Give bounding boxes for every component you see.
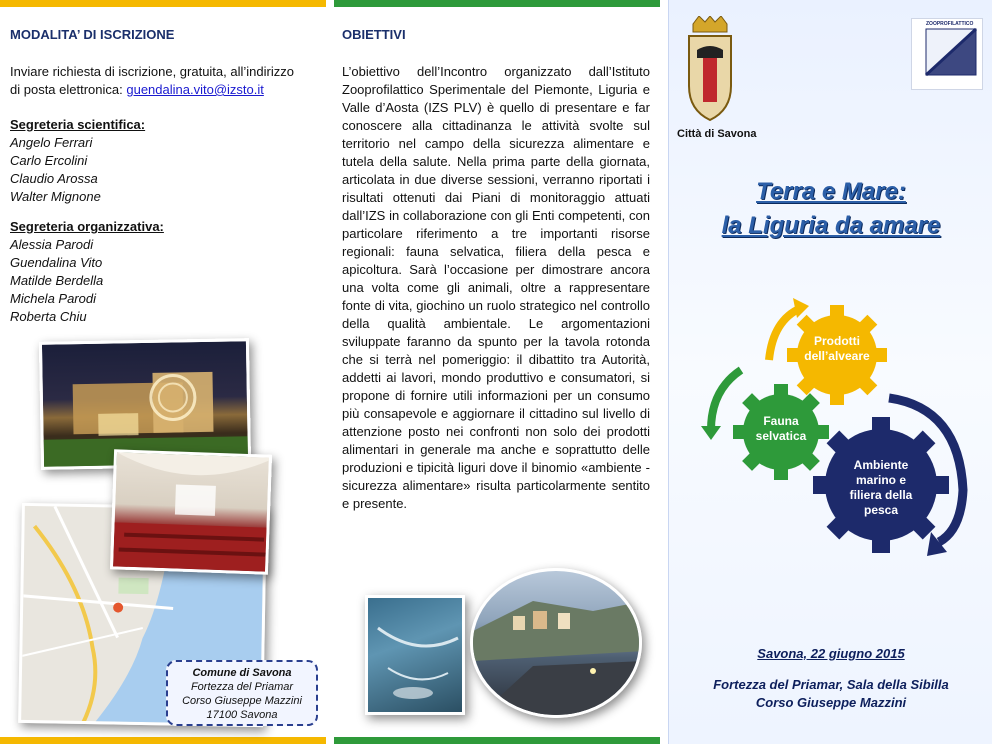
- registration-line2: [10, 81, 325, 99]
- middle-panel: [330, 0, 660, 744]
- scientific-secretariat-list: [10, 134, 101, 206]
- list-item: Guendalina Vito: [10, 255, 103, 270]
- list-item: Alessia Parodi: [10, 237, 94, 252]
- green-arrow: [711, 370, 741, 430]
- list-item: Angelo Ferrari: [10, 135, 93, 150]
- coast-illustration: [473, 571, 642, 718]
- event-date: Savona, 22 giugno 2015: [757, 646, 905, 661]
- crest-icon: [683, 16, 737, 122]
- objectives-paragraph: L’obiettivo dell’Incontro organizzato dall’Istituto Zooprofilattico Sperimentale del Piemonte, Liguria e Valle d’Aosta (IZS PLV) è quello di presentare e far conoscere alla cittadinanza le attività svolte sul territorio nel campo della sicurezza alimentare e tutela della salute. Nella prima parte della giornata, articolata in due diverse sessioni, verranno riportati i risultati ottenuti dai Piani di monitoraggio attuati dall’IZS in collaborazione con gli Enti competenti, con particolare riferimento a tre importanti risorse regionali: fauna selvatica, filiera della pesca e apicoltura. Sarà l’occasione per dimostrare ancora una volta come gli animali, oltre a rappresentare fonte di vita, giochino un ruolo strategico nel controllo della qualità ambientale. Le argomentazioni sviluppate faranno da spunto per la tavola rotonda che si terrà nel pomeriggio: il dibattito tra Autorità, addetti ai lavori, mondo produttivo e consumatori, si propone di fornire utili informazioni per un consumo più consapevole e aggiornare il cittadino sul livello di attenzione posto nei confronti non solo dei prodotti alimentari in generale ma anche e soprattutto delle produzioni e tipicità liguri dove il binomio «ambiente - sicurezza alimentare» risulta particolarmente sentito e presente.: [342, 64, 650, 511]
- gear-label-wildlife: Fauna selvatica: [755, 414, 807, 443]
- event-title-line2: la Liguria da amare: [721, 212, 941, 239]
- fishing-illustration: [368, 598, 465, 715]
- izs-logo: [911, 18, 983, 90]
- gear-label-marine: Ambiente marino e filiera della pesca: [849, 458, 913, 517]
- izs-logo-text: ZOOPROFILATTICO: [926, 21, 974, 27]
- izs-logo-icon: [912, 19, 984, 91]
- list-item: Michela Parodi: [10, 291, 96, 306]
- registration-heading: MODALITA’ DI ISCRIZIONE: [10, 27, 175, 42]
- organizing-secretariat-title: Segreteria organizzativa:: [10, 219, 164, 234]
- list-item: Roberta Chiu: [10, 309, 87, 324]
- list-item: Claudio Arossa: [10, 171, 98, 186]
- address-name: Comune di Savona: [192, 667, 292, 679]
- address-line3: 17100 Savona: [206, 709, 278, 721]
- objectives-heading: OBIETTIVI: [342, 27, 406, 42]
- right-panel: [668, 0, 992, 744]
- registration-line2-prefix: di posta elettronica:: [10, 82, 127, 97]
- left-panel: [0, 0, 330, 744]
- registration-text: [10, 63, 325, 99]
- hall-illustration: [113, 452, 272, 574]
- fishing-photo: [365, 595, 465, 715]
- email-link[interactable]: guendalina.vito@izsto.it: [126, 82, 264, 97]
- address-line2: Corso Giuseppe Mazzini: [182, 695, 302, 707]
- list-item: Matilde Berdella: [10, 273, 104, 288]
- registration-line1: Inviare richiesta di iscrizione, gratuita, all’indirizzo: [10, 64, 294, 79]
- address-line1: Fortezza del Priamar: [190, 681, 294, 693]
- event-venue-line2: Corso Giuseppe Mazzini: [755, 695, 907, 710]
- gear-diagram: [669, 280, 992, 570]
- list-item: Carlo Ercolini: [10, 153, 88, 168]
- city-label: Città di Savona: [677, 128, 757, 140]
- coast-photo: [470, 568, 642, 718]
- event-title-line1: Terra e Mare:: [756, 178, 906, 205]
- event-venue-line1: Fortezza del Priamar, Sala della Sibilla: [713, 677, 949, 692]
- organizing-secretariat-list: [10, 236, 103, 326]
- green-arrow-head: [701, 426, 721, 440]
- savona-crest: [683, 16, 737, 122]
- hall-photo: [110, 449, 272, 574]
- venue-address-box: [166, 660, 318, 726]
- scientific-secretariat-title: Segreteria scientifica:: [10, 117, 146, 132]
- gear-label-beehive: Prodotti dell’alveare: [804, 334, 870, 363]
- list-item: Walter Mignone: [10, 189, 101, 204]
